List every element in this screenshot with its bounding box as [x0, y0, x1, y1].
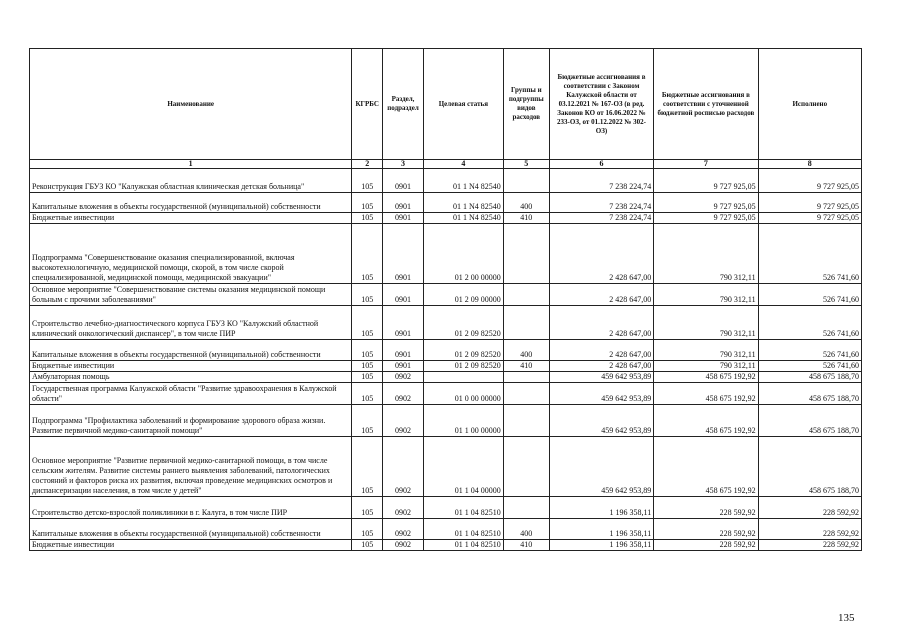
cell-executed: 526 741,60 [758, 284, 861, 306]
cell-kgrbs: 105 [352, 306, 383, 340]
cell-name: Государственная программа Калужской области "Развитие здравоохранения в Калужской области" [30, 383, 352, 405]
cell-allocations-law: 2 428 647,00 [549, 306, 653, 340]
cell-razdel: 0901 [383, 193, 424, 213]
header-razdel: Раздел, подраздел [383, 49, 424, 160]
cell-executed: 9 727 925,05 [758, 213, 861, 224]
cell-allocations-roster: 790 312,11 [654, 284, 758, 306]
page-number: 135 [838, 612, 855, 624]
cell-executed: 228 592,92 [758, 519, 861, 540]
column-number: 2 [352, 160, 383, 169]
table-row [30, 169, 862, 193]
cell-allocations-law: 2 428 647,00 [549, 361, 653, 372]
cell-group [503, 497, 549, 519]
table-row [30, 497, 862, 519]
cell-group: 400 [503, 340, 549, 361]
cell-razdel: 0901 [383, 306, 424, 340]
cell-target: 01 0 00 00000 [423, 383, 503, 405]
cell-group: 410 [503, 540, 549, 551]
table-row [30, 213, 862, 224]
cell-executed: 458 675 188,70 [758, 437, 861, 497]
cell-group [503, 405, 549, 437]
column-number-row [30, 160, 862, 169]
cell-kgrbs: 105 [352, 372, 383, 383]
cell-allocations-law: 7 238 224,74 [549, 193, 653, 213]
cell-group [503, 284, 549, 306]
cell-group: 400 [503, 193, 549, 213]
cell-razdel: 0902 [383, 497, 424, 519]
cell-group [503, 372, 549, 383]
cell-allocations-roster: 228 592,92 [654, 497, 758, 519]
budget-table [29, 48, 862, 551]
table-body [30, 169, 862, 551]
cell-kgrbs: 105 [352, 340, 383, 361]
cell-razdel: 0902 [383, 383, 424, 405]
cell-allocations-roster: 228 592,92 [654, 519, 758, 540]
cell-name: Капитальные вложения в объекты государственной (муниципальной) собственности [30, 193, 352, 213]
cell-executed: 458 675 188,70 [758, 405, 861, 437]
cell-name: Капитальные вложения в объекты государственной (муниципальной) собственности [30, 519, 352, 540]
table-row [30, 306, 862, 340]
column-number: 1 [30, 160, 352, 169]
cell-razdel: 0902 [383, 519, 424, 540]
cell-razdel: 0902 [383, 405, 424, 437]
cell-allocations-roster: 228 592,92 [654, 540, 758, 551]
cell-target: 01 1 04 82510 [423, 497, 503, 519]
header-name: Наименование [30, 49, 352, 160]
table-row [30, 405, 862, 437]
cell-razdel: 0901 [383, 340, 424, 361]
table-row [30, 284, 862, 306]
cell-razdel: 0902 [383, 437, 424, 497]
cell-razdel: 0901 [383, 361, 424, 372]
table-row [30, 519, 862, 540]
cell-kgrbs: 105 [352, 519, 383, 540]
cell-name: Бюджетные инвестиции [30, 213, 352, 224]
cell-target: 01 2 09 82520 [423, 306, 503, 340]
header-allocations-law: Бюджетные ассигнования в соответствии с Законом Калужской области от 03.12.2021 № 167-ОЗ (в ред. Законов КО от 16.06.2022 № 233-ОЗ, от 01.12.2022 № 302-ОЗ) [549, 49, 653, 160]
cell-group [503, 169, 549, 193]
cell-razdel: 0902 [383, 540, 424, 551]
table-row [30, 437, 862, 497]
cell-allocations-law: 7 238 224,74 [549, 213, 653, 224]
table-row [30, 224, 862, 284]
cell-executed: 228 592,92 [758, 540, 861, 551]
cell-allocations-roster: 790 312,11 [654, 306, 758, 340]
cell-allocations-law: 2 428 647,00 [549, 284, 653, 306]
cell-target: 01 1 N4 82540 [423, 169, 503, 193]
cell-kgrbs: 105 [352, 193, 383, 213]
cell-allocations-roster: 790 312,11 [654, 224, 758, 284]
cell-name: Подпрограмма "Профилактика заболеваний и формирование здорового образа жизни. Развитие первичной медико-санитарной помощи" [30, 405, 352, 437]
cell-allocations-roster: 458 675 192,92 [654, 437, 758, 497]
cell-allocations-roster: 9 727 925,05 [654, 169, 758, 193]
cell-allocations-roster: 790 312,11 [654, 361, 758, 372]
cell-allocations-law: 1 196 358,11 [549, 519, 653, 540]
cell-executed: 458 675 188,70 [758, 372, 861, 383]
cell-razdel: 0901 [383, 224, 424, 284]
cell-allocations-roster: 790 312,11 [654, 340, 758, 361]
cell-allocations-law: 459 642 953,89 [549, 372, 653, 383]
cell-allocations-law: 1 196 358,11 [549, 497, 653, 519]
cell-allocations-roster: 458 675 192,92 [654, 383, 758, 405]
cell-executed: 526 741,60 [758, 340, 861, 361]
cell-razdel: 0901 [383, 213, 424, 224]
cell-name: Амбулаторная помощь [30, 372, 352, 383]
column-number: 6 [549, 160, 653, 169]
header-target: Целевая статья [423, 49, 503, 160]
cell-allocations-law: 459 642 953,89 [549, 405, 653, 437]
cell-name: Подпрограмма "Совершенствование оказания специализированной, включая высокотехнологичную, медицинской помощи, скорой, в том числе скорой специализированной, медицинской помощи, медицинской эвакуации" [30, 224, 352, 284]
cell-razdel: 0901 [383, 284, 424, 306]
cell-name: Строительство детско-взрослой поликлиники в г. Калуга, в том числе ПИР [30, 497, 352, 519]
cell-group [503, 437, 549, 497]
cell-group: 410 [503, 361, 549, 372]
column-number: 5 [503, 160, 549, 169]
cell-kgrbs: 105 [352, 437, 383, 497]
cell-kgrbs: 105 [352, 213, 383, 224]
cell-target: 01 1 00 00000 [423, 405, 503, 437]
cell-name: Основное мероприятие "Развитие первичной медико-санитарной помощи, в том числе сельским жителям. Развитие системы раннего выявления заболеваний, патологических состояний и факторов риска их развития, включая проведение медицинских осмотров и диспансеризации населения, в том числе у детей" [30, 437, 352, 497]
cell-allocations-roster: 458 675 192,92 [654, 405, 758, 437]
cell-group [503, 306, 549, 340]
cell-name: Бюджетные инвестиции [30, 540, 352, 551]
header-groups: Группы и подгруппы видов расходов [503, 49, 549, 160]
cell-allocations-law: 459 642 953,89 [549, 437, 653, 497]
cell-kgrbs: 105 [352, 497, 383, 519]
cell-allocations-law: 2 428 647,00 [549, 340, 653, 361]
cell-executed: 526 741,60 [758, 361, 861, 372]
cell-allocations-law: 1 196 358,11 [549, 540, 653, 551]
cell-group: 400 [503, 519, 549, 540]
cell-allocations-law: 7 238 224,74 [549, 169, 653, 193]
table-row [30, 340, 862, 361]
column-number: 3 [383, 160, 424, 169]
cell-kgrbs: 105 [352, 405, 383, 437]
cell-allocations-roster: 458 675 192,92 [654, 372, 758, 383]
table-row [30, 361, 862, 372]
cell-razdel: 0902 [383, 372, 424, 383]
cell-kgrbs: 105 [352, 540, 383, 551]
cell-executed: 526 741,60 [758, 306, 861, 340]
cell-target: 01 1 N4 82540 [423, 213, 503, 224]
cell-name: Капитальные вложения в объекты государственной (муниципальной) собственности [30, 340, 352, 361]
cell-kgrbs: 105 [352, 361, 383, 372]
cell-target: 01 2 09 82520 [423, 340, 503, 361]
cell-allocations-law: 459 642 953,89 [549, 383, 653, 405]
cell-name: Строительство лечебно-диагностического корпуса ГБУЗ КО "Калужский областной клинический онкологический диспансер", в том числе ПИР [30, 306, 352, 340]
cell-name: Реконструкция ГБУЗ КО "Калужская областная клиническая детская больница" [30, 169, 352, 193]
cell-target: 01 1 04 82510 [423, 540, 503, 551]
cell-name: Бюджетные инвестиции [30, 361, 352, 372]
table-row [30, 193, 862, 213]
cell-target: 01 1 04 00000 [423, 437, 503, 497]
cell-target: 01 2 00 00000 [423, 224, 503, 284]
cell-target: 01 1 04 82510 [423, 519, 503, 540]
table-row [30, 383, 862, 405]
cell-allocations-law: 2 428 647,00 [549, 224, 653, 284]
column-number: 7 [654, 160, 758, 169]
cell-kgrbs: 105 [352, 284, 383, 306]
cell-allocations-roster: 9 727 925,05 [654, 213, 758, 224]
table-header [30, 49, 862, 169]
cell-group [503, 224, 549, 284]
column-number: 4 [423, 160, 503, 169]
cell-target [423, 372, 503, 383]
header-allocations-roster: Бюджетные ассигнования в соответствии с уточненной бюджетной росписью расходов [654, 49, 758, 160]
table-row [30, 372, 862, 383]
header-executed: Исполнено [758, 49, 861, 160]
cell-kgrbs: 105 [352, 383, 383, 405]
cell-group: 410 [503, 213, 549, 224]
cell-executed: 9 727 925,05 [758, 193, 861, 213]
column-number: 8 [758, 160, 861, 169]
table-row [30, 540, 862, 551]
cell-allocations-roster: 9 727 925,05 [654, 193, 758, 213]
cell-target: 01 1 N4 82540 [423, 193, 503, 213]
cell-executed: 526 741,60 [758, 224, 861, 284]
cell-target: 01 2 09 00000 [423, 284, 503, 306]
cell-executed: 9 727 925,05 [758, 169, 861, 193]
header-kgrbs: КГРБС [352, 49, 383, 160]
cell-name: Основное мероприятие "Совершенствование системы оказания медицинской помощи больным с прочими заболеваниями" [30, 284, 352, 306]
cell-target: 01 2 09 82520 [423, 361, 503, 372]
cell-group [503, 383, 549, 405]
cell-executed: 458 675 188,70 [758, 383, 861, 405]
cell-razdel: 0901 [383, 169, 424, 193]
cell-executed: 228 592,92 [758, 497, 861, 519]
cell-kgrbs: 105 [352, 169, 383, 193]
cell-kgrbs: 105 [352, 224, 383, 284]
